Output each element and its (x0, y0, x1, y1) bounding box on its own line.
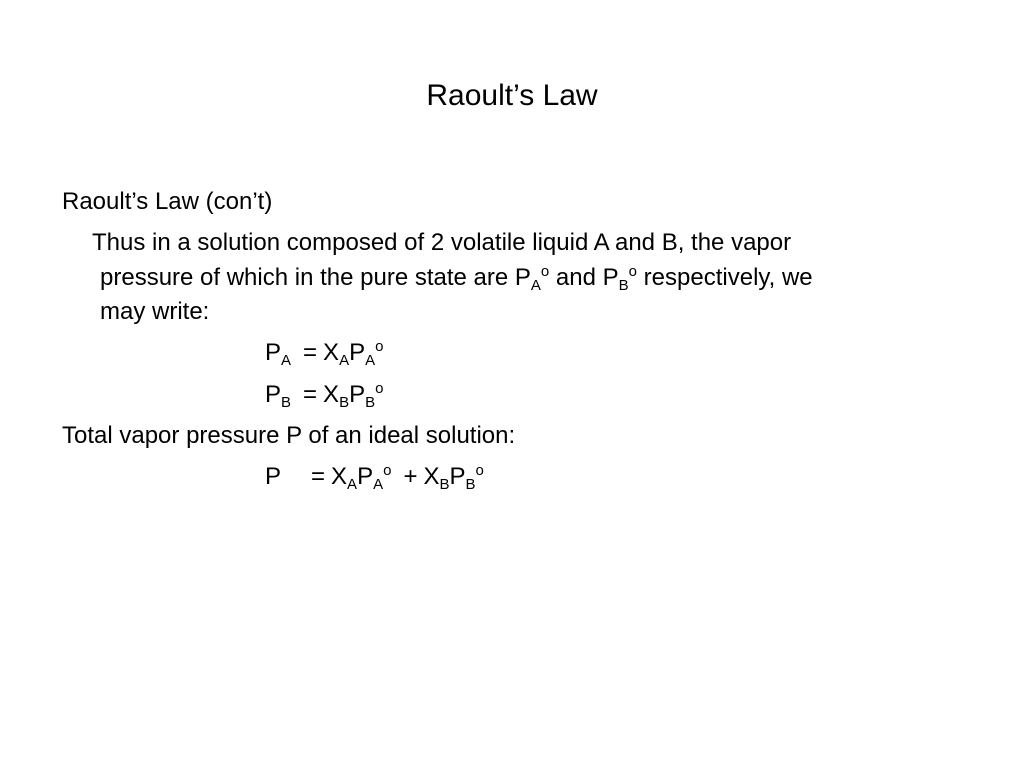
superscript-o: o (628, 263, 638, 280)
equation-total: $P = X_AP_A^o + X_BP_B^o$ (265, 462, 484, 493)
paragraph-line-2 (100, 262, 813, 294)
slide-title: Raoult’s Law (426, 79, 598, 112)
total-pressure-heading: Total vapor pressure P of an ideal solution: (62, 422, 516, 449)
subscript-b: B (618, 277, 629, 294)
equation-pa: $P_A = X_AP_A^o$ (265, 338, 384, 369)
paragraph-line-2-text-3: respectively, we (637, 264, 813, 291)
subheading: Raoult’s Law (con’t) (62, 188, 273, 215)
superscript-o: o (540, 263, 550, 280)
subscript-a: A (530, 277, 541, 294)
paragraph-line-3: may write: (100, 298, 210, 325)
paragraph-line-2-text-2: and P (549, 264, 619, 291)
paragraph-line-2-text-1: pressure of which in the pure state are P (100, 264, 531, 291)
equation-pb: $P_B = X_BP_B^o$ (265, 380, 384, 411)
paragraph-line-1: Thus in a solution composed of 2 volatile liquid A and B, the vapor (92, 229, 792, 256)
